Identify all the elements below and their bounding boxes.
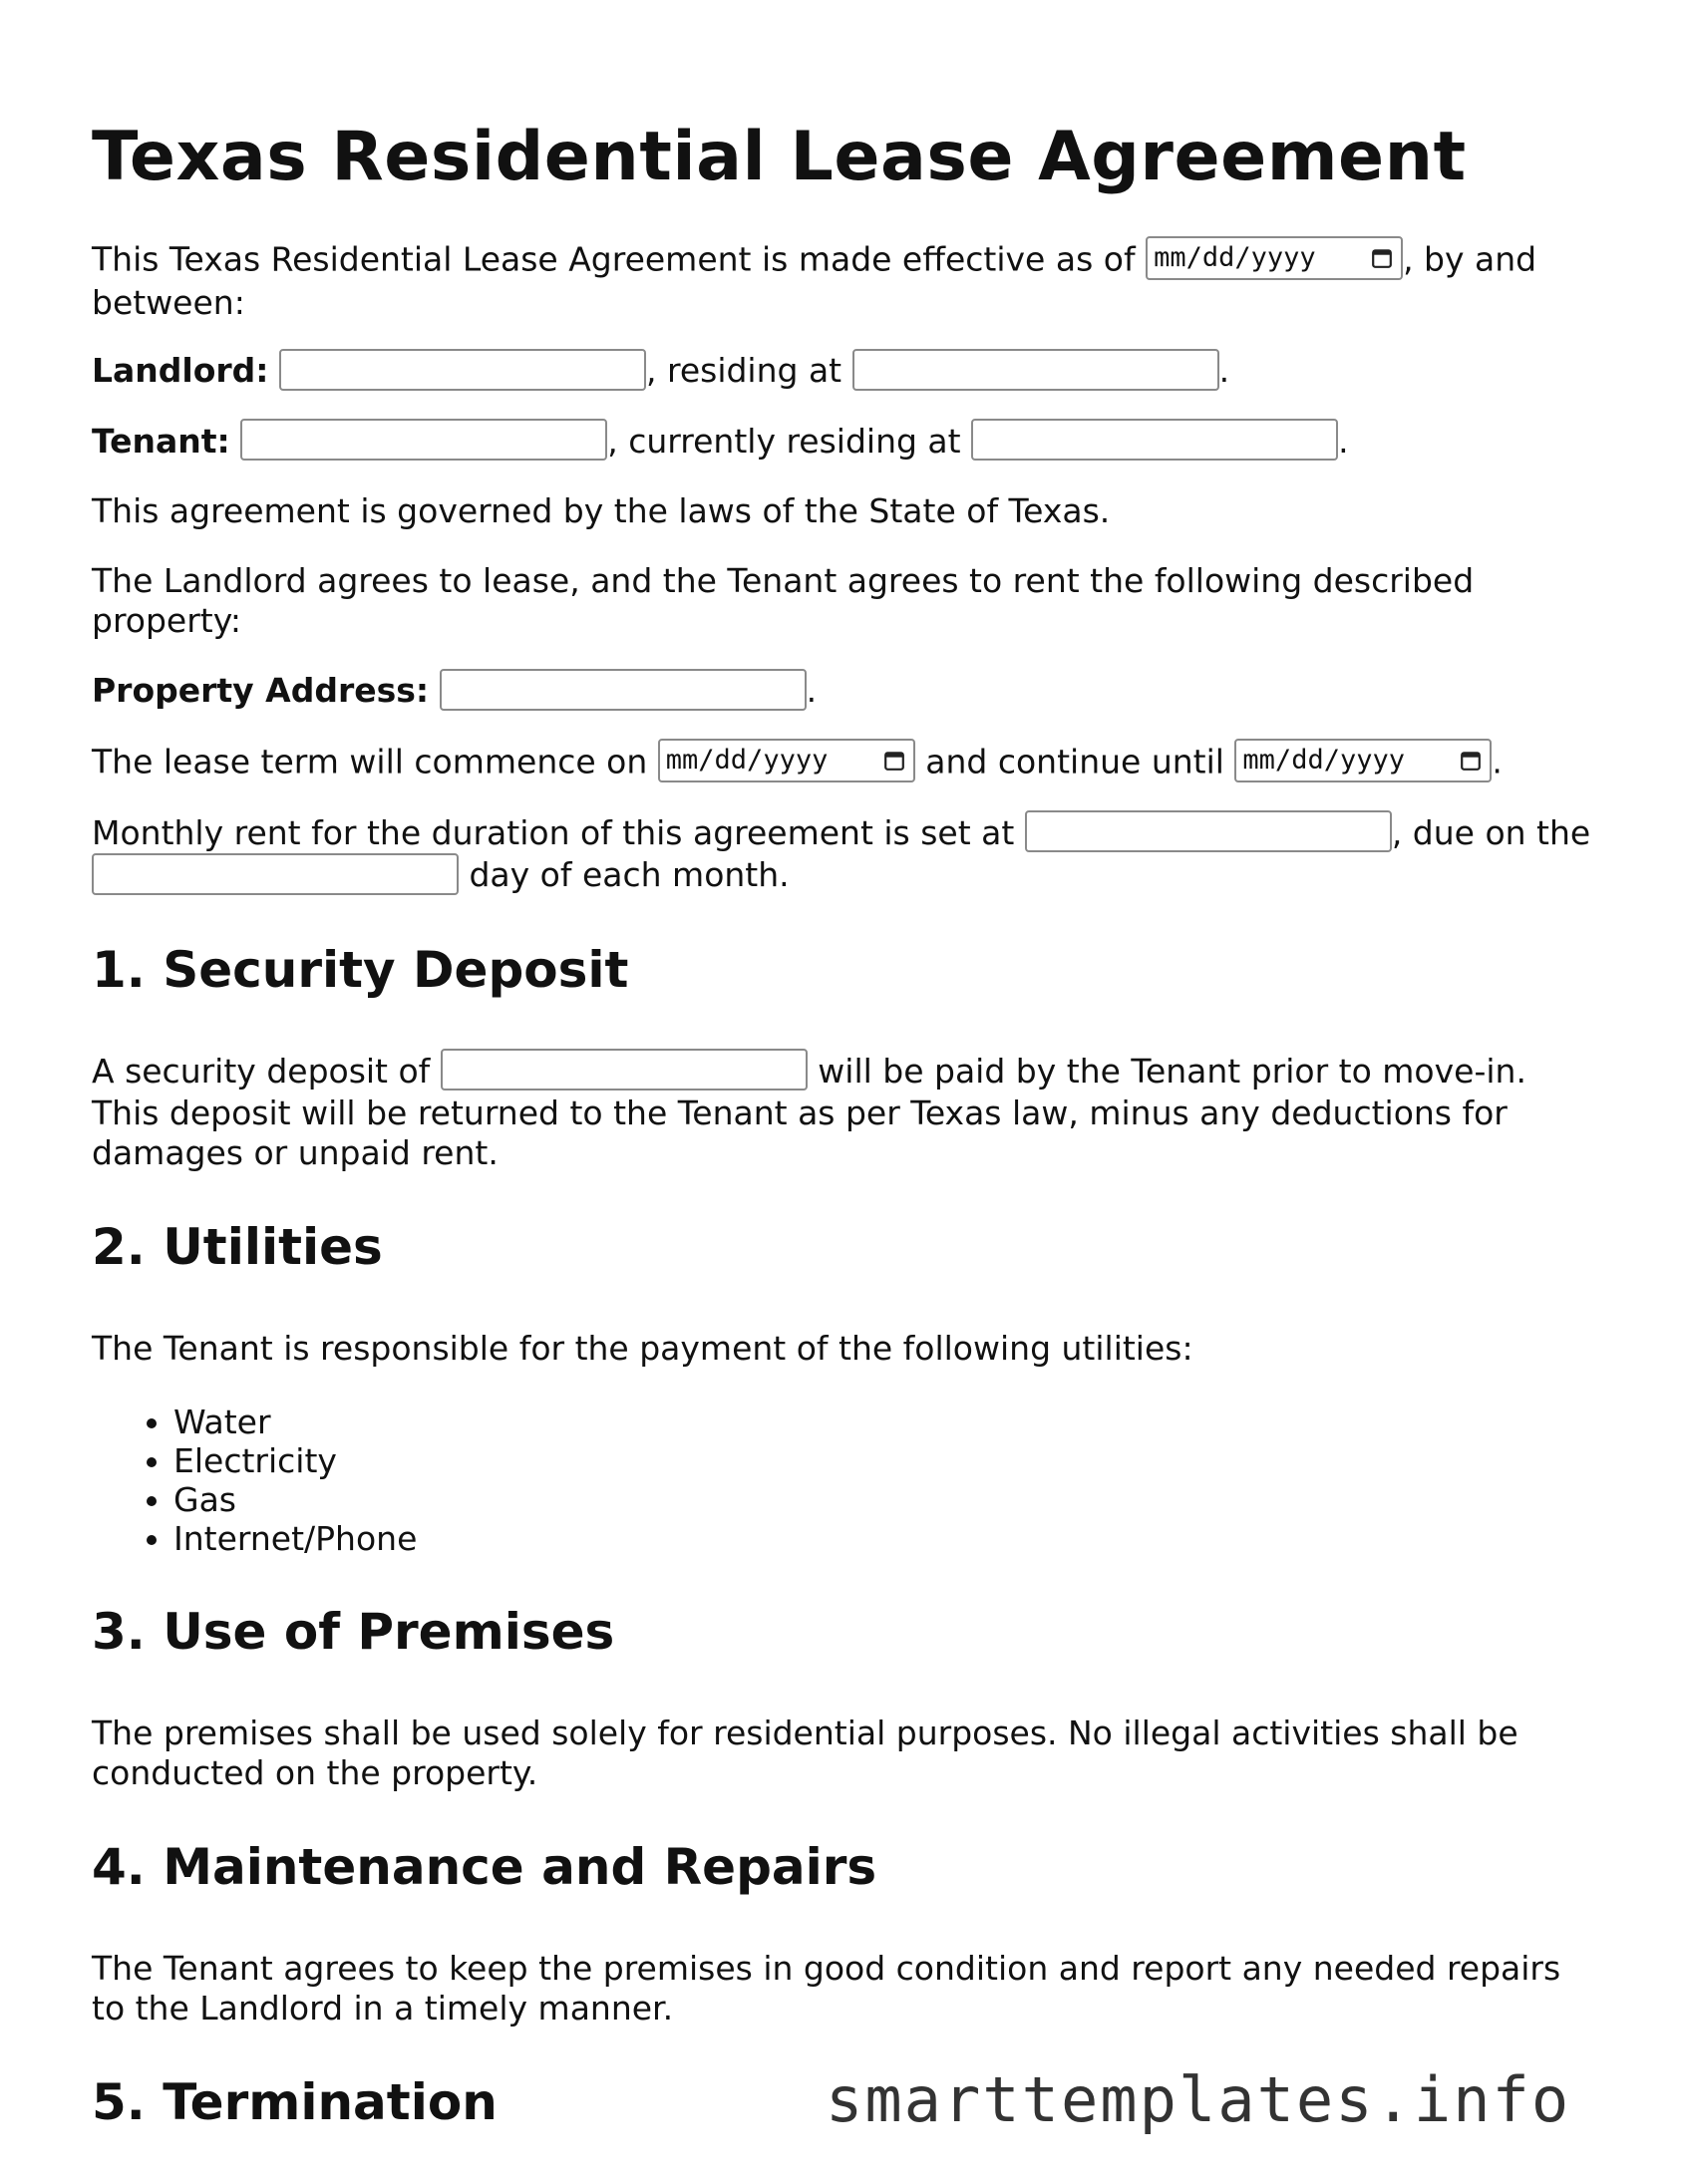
security-text-after: will be paid by the Tenant prior to move-in. This deposit will be returned to the Tenant as per Texas law, minus any deductions for damages or unpaid rent. [92,1051,1526,1172]
calendar-icon [1460,750,1482,772]
start-date-placeholder: mm/dd/yyyy [665,744,829,776]
tenant-label: Tenant: [92,421,230,461]
termination-heading: 5. Termination [92,2073,498,2131]
landlord-name-input[interactable] [279,349,646,391]
lease-document [92,118,1597,2184]
maintenance-heading: 4. Maintenance and Repairs [92,1838,877,1896]
watermark: smarttemplates.info [826,2063,1571,2136]
property-period: . [806,671,818,710]
utilities-heading: 2. Utilities [92,1218,383,1276]
term-period: . [1492,742,1503,780]
property-line [92,671,1597,714]
property-address-input[interactable] [440,669,807,711]
effective-date-input[interactable] [1146,236,1403,280]
security-deposit-paragraph [92,1052,1597,1174]
intro-text-before: This Texas Residential Lease Agreement is made effective as of [92,239,1147,279]
tenant-address-input[interactable] [971,419,1338,461]
rent-amount-input[interactable] [1025,810,1392,852]
rent-paragraph [92,813,1597,898]
maintenance-paragraph: The Tenant agrees to keep the premises in good condition and report any needed repairs to the Landlord in a timely manner. [92,1949,1561,2028]
page-title: Texas Residential Lease Agreement [92,118,1467,196]
landlord-period: . [1218,351,1230,390]
security-deposit-input[interactable] [441,1049,808,1091]
calendar-icon [1371,247,1393,269]
use-of-premises-paragraph: The premises shall be used solely for residential purposes. No illegal activities shall be conducted on the property. [92,1714,1518,1792]
landlord-residing-text: , residing at [646,351,852,390]
list-item: • Gas [173,1480,1597,1519]
term-text-before: The lease term will commence on [92,742,658,780]
rent-due-day-input[interactable] [92,853,459,895]
tenant-period: . [1338,421,1349,461]
tenant-name-input[interactable] [240,419,607,461]
governing-law-paragraph: This agreement is governed by the laws of the State of Texas. [92,491,1111,530]
property-address-label: Property Address: [92,671,430,710]
intro-paragraph [92,239,1597,323]
security-deposit-heading: 1. Security Deposit [92,940,629,999]
list-item: • Water [173,1403,1597,1441]
security-text-before: A security deposit of [92,1051,441,1091]
lease-term-line [92,742,1597,785]
term-text-middle: and continue until [914,742,1235,780]
rent-text-middle: , due on the [1391,812,1591,852]
use-of-premises-heading: 3. Use of Premises [92,1603,615,1661]
landlord-line [92,351,1597,394]
landlord-address-input[interactable] [852,349,1219,391]
lease-statement-paragraph: The Landlord agrees to lease, and the Tenant agrees to rent the following described property: [92,561,1475,640]
end-date-input[interactable] [1234,739,1492,782]
end-date-placeholder: mm/dd/yyyy [1242,744,1405,776]
utilities-paragraph: The Tenant is responsible for the payment of the following utilities: [92,1329,1193,1368]
start-date-input[interactable] [658,739,915,782]
rent-text-before: Monthly rent for the duration of this agreement is set at [92,812,1025,852]
calendar-icon [883,750,905,772]
rent-text-after: day of each month. [459,855,790,894]
list-item: • Internet/Phone [173,1519,1597,1558]
landlord-label: Landlord: [92,351,269,390]
intro-text-after: , by and between: [92,239,1537,322]
effective-date-placeholder: mm/dd/yyyy [1154,242,1316,273]
list-item: • Electricity [173,1441,1597,1480]
utilities-list [92,1403,1597,1558]
tenant-residing-text: , currently residing at [607,421,972,461]
tenant-line [92,422,1597,465]
